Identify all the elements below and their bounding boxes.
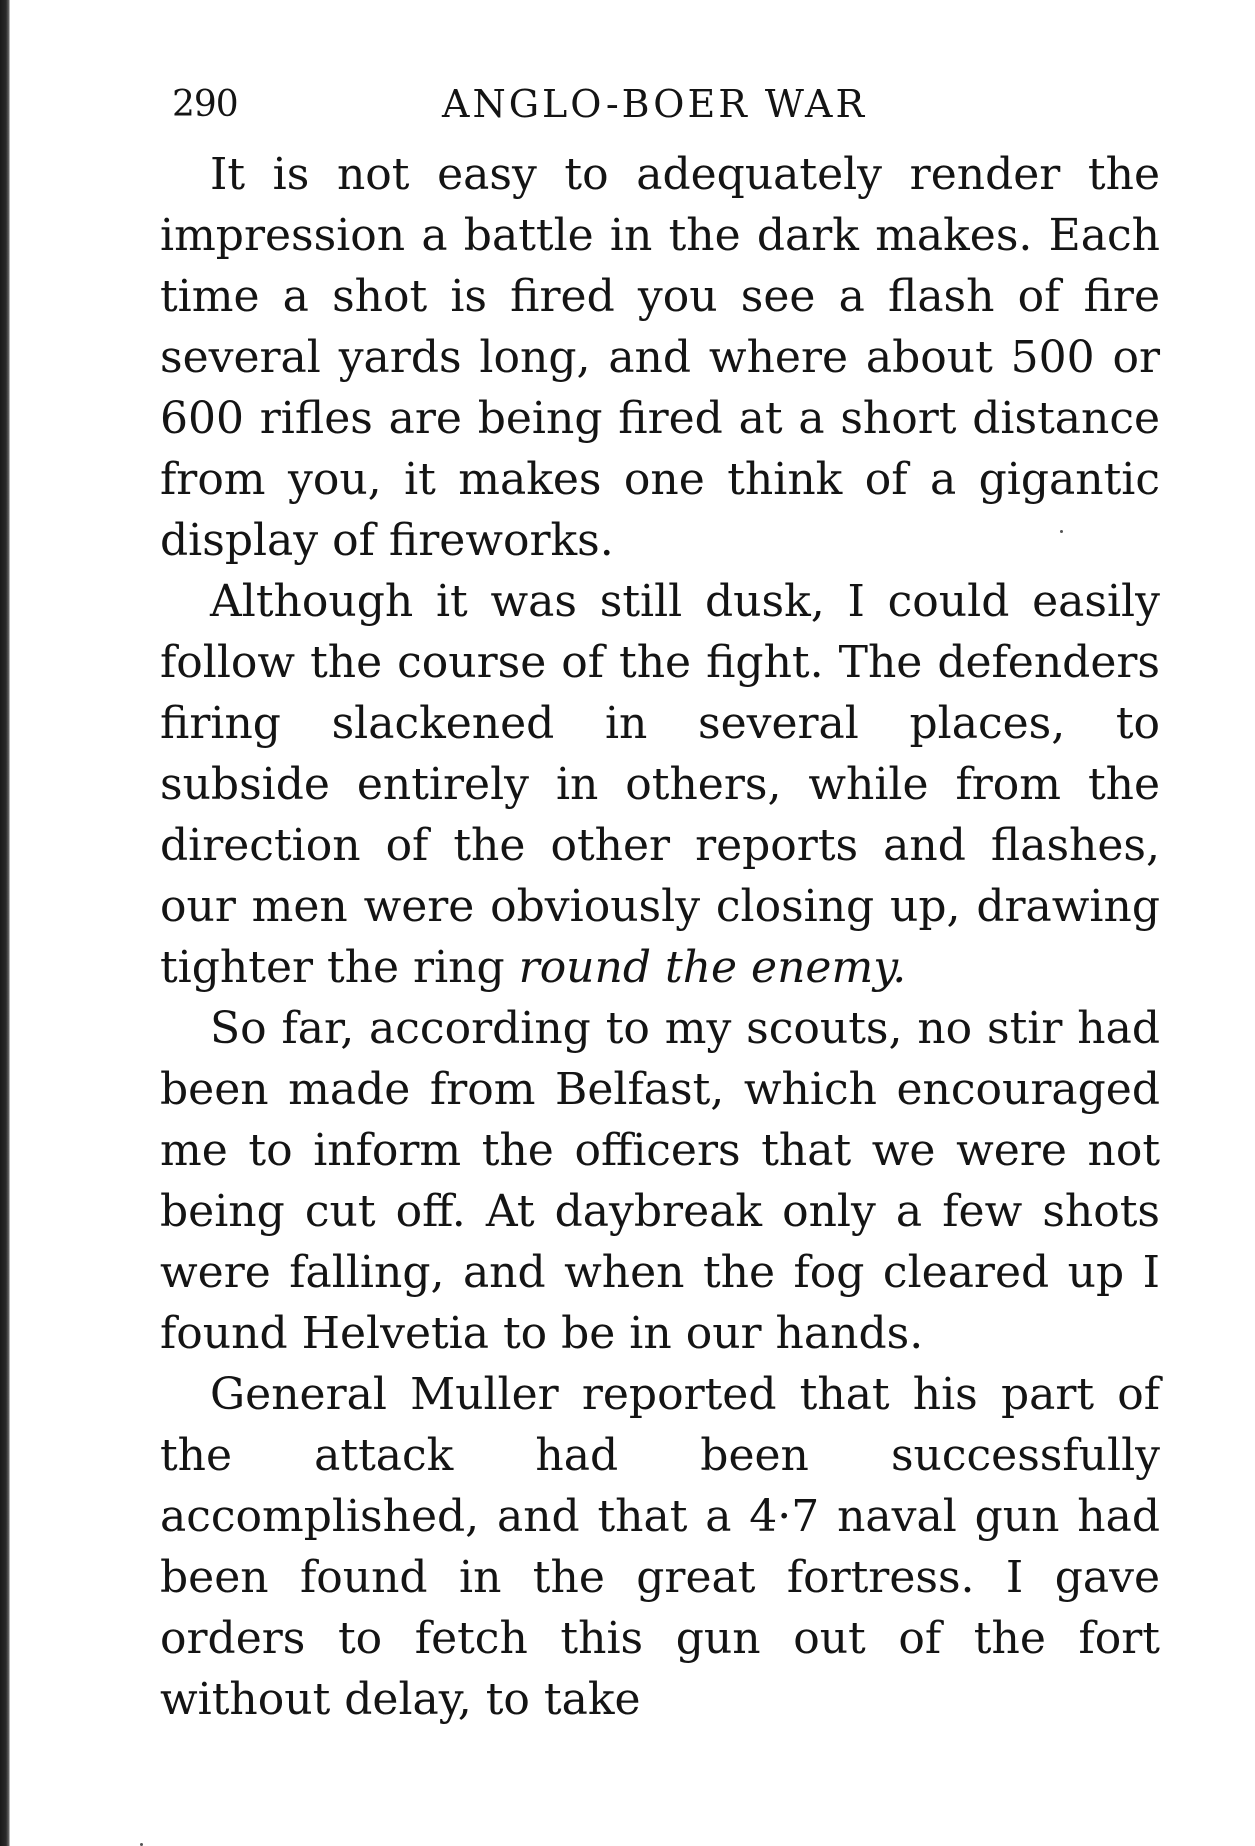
running-head	[160, 70, 1160, 130]
binding-edge-shadow	[0, 0, 10, 1846]
paragraph-2-italic: round the enemy.	[518, 942, 907, 993]
running-title: ANGLO-BOER WAR	[442, 82, 868, 126]
body-text	[160, 144, 1160, 1730]
paragraph-3: So far, according to my scouts, no stir had been made from Belfast, which encouraged me to inform the officers that we were not being cut off. At daybreak only a few shots were falling, and when the fog cleared up I found Helvetia to be in our hands.	[160, 1003, 1160, 1359]
book-page	[160, 70, 1160, 1730]
paragraph-2	[160, 571, 1160, 998]
paragraph-2-main: Although it was still dusk, I could easily follow the course of the fight. The defenders firing slackened in several places, to subside entirely in others, while from the direction of the other reports and flashes, our men were obviously closing up, drawing tighter the ring	[160, 576, 1160, 993]
paragraph-4: General Muller reported that his part of the attack had been successfully accomplished, and that a 4·7 naval gun had been found in the great fortress. I gave orders to fetch this gun out of the fort without delay, to take	[160, 1369, 1160, 1725]
ink-speck	[1060, 530, 1063, 533]
page-number: 290	[172, 84, 238, 125]
paragraph-1: It is not easy to adequately render the impression a battle in the dark makes. Each time a shot is fired you see a flash of fire several yards long, and where about 500 or 600 rifles are being fired at a short distance from you, it makes one think of a gigantic display of fireworks.	[160, 149, 1160, 566]
